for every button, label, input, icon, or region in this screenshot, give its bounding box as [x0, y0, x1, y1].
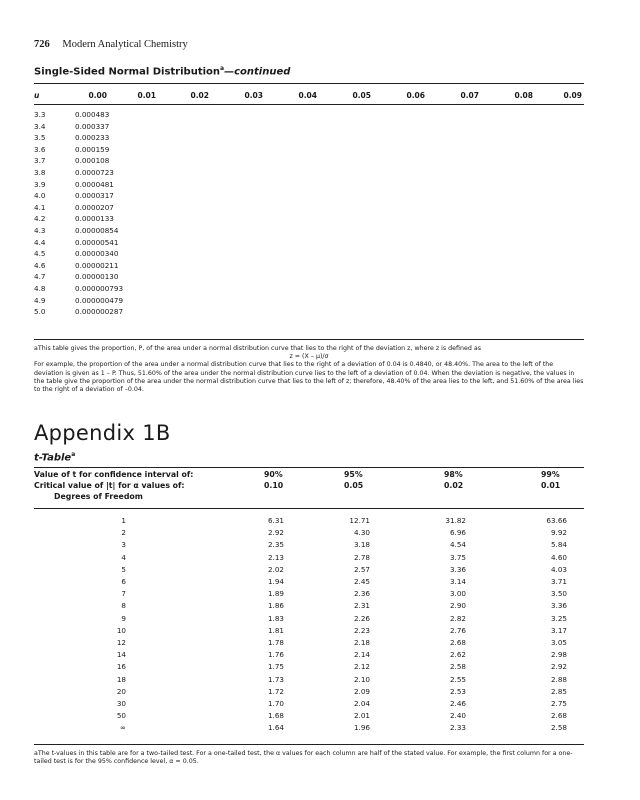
- t-value: 3.71: [550, 577, 567, 586]
- t-value: 3.05: [550, 638, 567, 647]
- t-value: 2.92: [550, 662, 567, 672]
- footnote-line-2: For example, the proportion of the area under a normal distribution curve that lies to the right of a deviation of 0.04 is 0.4840, or 48.40%. The area to the left of the deviation is given as 1 – P. Thus, 51.60% of the area under the normal distribution curve lies to the left of a deviation of 0.04. When the deviation is negative, the values in the table give the proportion of the area under the normal distribution curve that lies to the left of z; therefore, 48.40% of the area lies to the left, and 51.60% of the area lies to the right of a deviation of –0.04.: [34, 361, 584, 394]
- degrees-of-freedom: 1: [121, 516, 126, 525]
- header-col: 0.00: [88, 91, 107, 100]
- t-value: 3.14: [449, 577, 466, 586]
- t-value: 2.57: [353, 564, 370, 574]
- t-value: 1.73: [267, 674, 284, 684]
- footnote-formula: z = (X – μ)/σ: [289, 353, 329, 361]
- t-value: 1.76: [267, 650, 284, 660]
- u-value: 4.4: [34, 237, 46, 247]
- table-row: [34, 552, 584, 564]
- header-col: 0.03: [244, 91, 263, 100]
- table-row: [34, 600, 584, 612]
- u-value: 3.8: [34, 167, 46, 177]
- running-head: [34, 39, 188, 50]
- table-row: [34, 179, 334, 191]
- p-value: 0.00000541: [75, 237, 119, 247]
- t-value: 1.72: [267, 686, 284, 696]
- table-row: [34, 121, 334, 133]
- u-value: 3.6: [34, 144, 46, 154]
- degrees-of-freedom: 12: [116, 638, 126, 647]
- t-value: 1.64: [267, 723, 284, 733]
- u-value: 3.3: [34, 110, 46, 119]
- t-value: 2.68: [550, 711, 567, 721]
- t-value: 2.82: [449, 613, 466, 623]
- appendix-title: Appendix 1B: [34, 421, 171, 445]
- t-value: 2.23: [353, 625, 370, 635]
- t-value: 3.17: [550, 625, 567, 635]
- table-row: [34, 527, 584, 539]
- t-value: 1.70: [267, 699, 284, 708]
- title-suffix: —continued: [224, 66, 291, 78]
- normal-table-title: [34, 65, 290, 77]
- u-value: 4.9: [34, 295, 46, 305]
- header-col: 0.02: [190, 91, 209, 100]
- t-value: 2.92: [267, 528, 284, 538]
- table-row: [34, 674, 584, 686]
- t-value: 2.09: [353, 686, 370, 696]
- t-value: 2.14: [353, 650, 370, 660]
- t-value: 2.76: [449, 625, 466, 635]
- t-value: 1.75: [267, 662, 284, 672]
- u-value: 4.8: [34, 283, 46, 293]
- u-value: 3.5: [34, 133, 46, 143]
- t-value: 6.31: [267, 516, 284, 525]
- t-value: 3.25: [550, 613, 567, 623]
- degrees-of-freedom: 16: [116, 662, 126, 672]
- t-value: 1.68: [267, 711, 284, 721]
- t-value: 3.18: [353, 540, 370, 550]
- table-row: [34, 109, 334, 121]
- title-footnote-marker: a: [220, 65, 225, 72]
- p-value: 0.000337: [75, 121, 110, 131]
- t-value: 2.02: [267, 564, 284, 574]
- t-header-line-1: Value of t for confidence interval of:: [34, 470, 194, 479]
- u-value: 3.4: [34, 121, 46, 131]
- degrees-of-freedom: 50: [116, 711, 126, 721]
- table-row: [34, 722, 584, 734]
- t-value: 1.78: [267, 638, 284, 647]
- table-row: [34, 710, 584, 722]
- confidence-level: 98%: [444, 470, 463, 479]
- t-value: 9.92: [550, 528, 567, 538]
- header-col: 0.06: [406, 91, 425, 100]
- normal-table-header: [34, 91, 584, 103]
- table-bottom-rule: [34, 339, 584, 340]
- t-value: 2.45: [353, 577, 370, 586]
- table-row: [34, 637, 584, 649]
- t-value: 2.33: [449, 723, 466, 733]
- degrees-of-freedom: 30: [116, 699, 126, 708]
- p-value: 0.00000340: [75, 249, 119, 259]
- table-row: [34, 576, 584, 588]
- t-value: 2.13: [267, 552, 284, 562]
- p-value: 0.000000287: [75, 307, 124, 317]
- t-value: 4.03: [550, 564, 567, 574]
- degrees-of-freedom: 18: [116, 674, 126, 684]
- p-value: 0.00000130: [75, 272, 119, 282]
- degrees-of-freedom: 5: [121, 564, 126, 574]
- t-footnote: aThe t-values in this table are for a two-tailed test. For a one-tailed test, the α values for each column are half of the stated value. For example, the first column for a one-tailed test is for the 95% confidence level, α = 0.05.: [34, 750, 573, 766]
- p-value: 0.0000207: [75, 202, 114, 212]
- degrees-of-freedom: 7: [121, 589, 126, 599]
- t-value: 5.84: [550, 540, 567, 550]
- t-table-title: [34, 451, 75, 463]
- header-col: 0.09: [563, 91, 582, 100]
- book-title: Modern Analytical Chemistry: [62, 39, 188, 50]
- p-value: 0.0000317: [75, 191, 114, 201]
- normal-footnote: [34, 345, 584, 394]
- header-col: 0.04: [298, 91, 317, 100]
- u-value: 4.1: [34, 202, 46, 212]
- u-value: 5.0: [34, 307, 46, 317]
- degrees-of-freedom: 20: [116, 686, 126, 696]
- table-row: [34, 625, 584, 637]
- alpha-value: 0.05: [344, 481, 364, 490]
- degrees-of-freedom: 8: [121, 601, 126, 611]
- t-value: 2.53: [449, 686, 466, 696]
- degrees-of-freedom: 3: [121, 540, 126, 550]
- alpha-value: 0.02: [444, 481, 464, 490]
- u-value: 4.3: [34, 225, 46, 235]
- t-value: 3.00: [449, 589, 466, 599]
- t-header-col: [264, 469, 304, 491]
- table-row: [34, 564, 584, 576]
- t-value: 2.35: [267, 540, 284, 550]
- table-row: [34, 515, 584, 527]
- degrees-of-freedom: 2: [121, 528, 126, 538]
- t-value: 3.75: [449, 552, 466, 562]
- t-value: 6.96: [449, 528, 466, 538]
- confidence-level: 99%: [541, 470, 560, 479]
- p-value: 0.000233: [75, 133, 110, 143]
- t-value: 3.50: [550, 589, 567, 599]
- table-row: [34, 225, 334, 237]
- t-value: 2.46: [449, 699, 466, 708]
- t-table-bottom-rule: [34, 744, 584, 745]
- t-value: 4.54: [449, 540, 466, 550]
- table-row: [34, 190, 334, 202]
- t-value: 1.83: [267, 613, 284, 623]
- p-value: 0.000108: [75, 156, 110, 166]
- u-value: 4.6: [34, 260, 46, 270]
- u-value: 4.0: [34, 191, 46, 201]
- header-col: 0.08: [514, 91, 533, 100]
- t-header-rule: [34, 508, 584, 509]
- t-value: 4.60: [550, 552, 567, 562]
- table-row: [34, 167, 334, 179]
- header-rule: [34, 104, 584, 105]
- t-value: 1.96: [353, 723, 370, 733]
- table-row: [34, 260, 334, 272]
- p-value: 0.0000481: [75, 179, 114, 189]
- degrees-of-freedom: 10: [116, 625, 126, 635]
- t-value: 2.98: [550, 650, 567, 660]
- p-value: 0.000159: [75, 144, 110, 154]
- t-value: 1.94: [267, 577, 284, 586]
- normal-table-title-text: Single-Sided Normal Distribution: [34, 66, 221, 78]
- t-value: 2.55: [449, 674, 466, 684]
- p-value: 0.00000854: [75, 225, 119, 235]
- header-col: 0.01: [137, 91, 156, 100]
- t-header-col: [444, 469, 484, 491]
- table-row: [34, 539, 584, 551]
- table-row: [34, 295, 334, 307]
- t-header-line-2: Critical value of |t| for α values of:: [34, 481, 185, 490]
- table-row: [34, 588, 584, 600]
- p-value: 0.000000793: [75, 283, 124, 293]
- t-value: 1.89: [267, 589, 284, 599]
- t-value: 2.12: [353, 662, 370, 672]
- header-col: 0.07: [460, 91, 479, 100]
- alpha-value: 0.01: [541, 481, 561, 490]
- t-value: 2.31: [353, 601, 370, 611]
- table-row: [34, 237, 334, 249]
- table-row: [34, 613, 584, 625]
- table-row: [34, 306, 334, 318]
- t-value: 2.75: [550, 699, 567, 708]
- footnote-line-1: aThis table gives the proportion, P, of the area under a normal distribution curve that lies to the right of the deviation z, where z is defined as: [34, 345, 481, 352]
- t-value: 2.62: [449, 650, 466, 660]
- degrees-of-freedom: 9: [121, 613, 126, 623]
- t-value: 2.85: [550, 686, 567, 696]
- degrees-of-freedom: ∞: [120, 723, 126, 733]
- u-value: 3.7: [34, 156, 46, 166]
- table-row: [34, 202, 334, 214]
- table-row: [34, 213, 334, 225]
- t-value: 2.68: [449, 638, 466, 647]
- confidence-level: 95%: [344, 470, 363, 479]
- table-row: [34, 248, 334, 260]
- t-header-label: [34, 469, 193, 502]
- t-value: 2.88: [550, 674, 567, 684]
- t-value: 3.36: [550, 601, 567, 611]
- table-row: [34, 661, 584, 673]
- t-value: 63.66: [546, 516, 567, 525]
- degrees-of-freedom: 14: [116, 650, 126, 660]
- p-value: 0.000000479: [75, 295, 124, 305]
- t-value: 2.36: [353, 589, 370, 599]
- table-row: [34, 649, 584, 661]
- table-row: [34, 155, 334, 167]
- t-header-line-3: Degrees of Freedom: [54, 492, 143, 501]
- t-value: 31.82: [445, 516, 466, 525]
- t-value: 2.04: [353, 699, 370, 708]
- p-value: 0.00000211: [75, 260, 119, 270]
- t-title-footnote-marker: a: [71, 451, 76, 458]
- t-value: 2.58: [449, 662, 466, 672]
- header-col: 0.05: [352, 91, 371, 100]
- p-value: 0.0000723: [75, 167, 114, 177]
- t-value: 2.78: [353, 552, 370, 562]
- t-value: 12.71: [349, 516, 370, 525]
- table-row: [34, 132, 334, 144]
- table-row: [34, 686, 584, 698]
- t-value: 2.18: [353, 638, 370, 647]
- t-table-title-text: t-Table: [34, 452, 72, 464]
- u-value: 4.5: [34, 249, 46, 259]
- p-value: 0.0000133: [75, 214, 114, 224]
- table-top-rule: [34, 83, 584, 84]
- t-header-col: [344, 469, 384, 491]
- t-value: 3.36: [449, 564, 466, 574]
- degrees-of-freedom: 6: [121, 577, 126, 586]
- t-value: 2.58: [550, 723, 567, 733]
- t-header-col: [541, 469, 581, 491]
- t-value: 2.40: [449, 711, 466, 721]
- u-value: 3.9: [34, 179, 46, 189]
- t-value: 1.81: [267, 625, 284, 635]
- normal-table-body: [34, 109, 334, 318]
- u-value: 4.2: [34, 214, 46, 224]
- t-table-top-rule: [34, 467, 584, 468]
- t-value: 2.26: [353, 613, 370, 623]
- alpha-value: 0.10: [264, 481, 284, 490]
- table-row: [34, 698, 584, 710]
- table-row: [34, 271, 334, 283]
- degrees-of-freedom: 4: [121, 552, 126, 562]
- table-row: [34, 283, 334, 295]
- confidence-level: 90%: [264, 470, 283, 479]
- t-value: 2.90: [449, 601, 466, 611]
- t-value: 2.10: [353, 674, 370, 684]
- t-value: 4.30: [353, 528, 370, 538]
- page-number: 726: [34, 39, 50, 50]
- header-u: u: [34, 91, 40, 100]
- t-value: 1.86: [267, 601, 284, 611]
- t-value: 2.01: [353, 711, 370, 721]
- p-value: 0.000483: [75, 110, 110, 119]
- u-value: 4.7: [34, 272, 46, 282]
- table-row: [34, 144, 334, 156]
